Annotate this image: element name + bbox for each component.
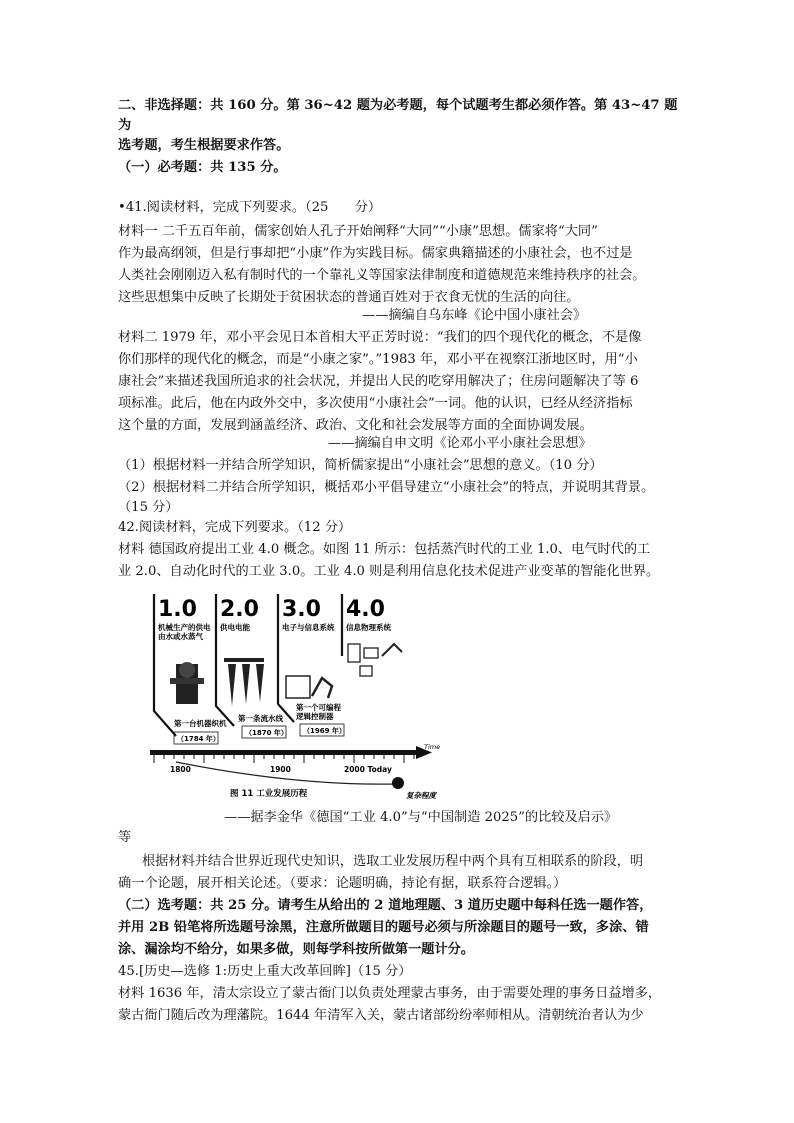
section-heading-cont: 为 [118, 118, 132, 133]
stage-2-desc: 供电电能 [220, 623, 250, 632]
elective-heading-cont: 涂、漏涂均不给分，如果多做，则每学科按所做第一题计分。 [118, 942, 475, 957]
time-axis-label: Time [424, 743, 441, 751]
stage-3-event-cont: 逻辑控制器 [296, 712, 334, 721]
assembly-line-illustration [224, 658, 264, 706]
q41-stem: •41.阅读材料，完成下列要求。（25 分） [118, 200, 382, 215]
stage-1-event: 第一台机器织机 [174, 719, 227, 728]
q42-task: 根据材料并结合世界近现代史知识，选取工业发展历程中两个具有互相联系的阶段，明 [142, 854, 644, 869]
complexity-label: 复杂程度 [406, 791, 436, 800]
stage-1-desc-cont: 由水或水蒸气 [158, 632, 203, 641]
q42-material-cont: 业 2.0、自动化时代的工业 3.0。工业 4.0 则是利用信息化技术促进产业变革的智能化世界。 [118, 564, 660, 579]
q45-material-cont: 蒙古衙门随后改为理藩院。1644 年清军入关，蒙古诸部纷纷率师相从。清朝统治者认为少 [118, 1008, 644, 1023]
figure-caption: 图 11 工业发展历程 [230, 789, 308, 799]
complexity-dot [392, 777, 404, 789]
tick-label-1800: 1800 [170, 765, 191, 774]
stage-3-event: 第一个可编程 [296, 703, 341, 712]
q41-m2-line: 康社会”来描述我国所追求的社会状况，并提出人民的吃穿用解决了；住房问题解决了等 6 [118, 374, 639, 389]
q41-sub2: （2）根据材料二并结合所学知识，概括邓小平倡导建立“小康社会”的特点，并说明其背景。 [118, 480, 655, 495]
stage-2-event: 第一条流水线 [238, 714, 283, 723]
stage-4-number: 4.0 [346, 597, 385, 622]
q41-m1-line: 这些思想集中反映了长期处于贫困状态的普通百姓对于衣食无忧的生活的向往。 [118, 290, 580, 305]
section-heading: 二、非选择题：共 160 分。第 36~42 题为必考题，每个试题考生都必须作答。第 43~47 题 [118, 98, 678, 113]
stage-3-desc: 电子与信息系统 [282, 623, 335, 632]
elective-heading-cont: 并用 2B 铅笔将所选题号涂黑，注意所做题目的题号必须与所涂题目的题号一致，多涂、错 [118, 920, 649, 935]
q42-stem: 42.阅读材料，完成下列要求。（12 分） [118, 520, 352, 535]
q41-m2-line: 材料二 1979 年，邓小平会见日本首相大平正芳时说：“我们的四个现代化的概念，不是像 [118, 330, 642, 345]
q42-source-cont: 等 [118, 830, 132, 845]
time-axis [150, 750, 416, 755]
q41-sub1: （1）根据材料一并结合所学知识，简析儒家提出“小康社会”思想的意义。（10 分） [118, 458, 603, 473]
tick-label-2000: 2000 Today [344, 765, 392, 774]
stage-2-year: （1870 年） [245, 729, 288, 737]
q41-m1-line: 材料一 二千五百年前，儒家创始人孔子开始阐释“大同”“小康”思想。儒家将“大同” [118, 224, 598, 239]
loom-illustration [170, 662, 204, 704]
q41-m1-line: 人类社会刚刚迈入私有制时代的一个靠礼义等国家法律制度和道德规范来维持秩序的社会。 [118, 268, 646, 283]
q42-task-cont: 确一个论题，展开相关论述。（要求：论题明确，持论有据，联系符合逻辑。） [118, 876, 567, 891]
cyber-physical-illustration [348, 644, 402, 676]
elective-heading: （二）选考题：共 25 分。请考生从给出的 2 道地理题、3 道历史题中每科任选一题作答， [118, 898, 653, 913]
stage-1-year: （1784 年） [177, 735, 220, 743]
section-heading-cont: 选考题，考生根据要求作答。 [118, 138, 290, 153]
controller-illustration [286, 676, 332, 698]
q41-m2-line: 这个量的方面，发展到涵盖经济、政治、文化和社会发展等方面的全面协调发展。 [118, 418, 593, 433]
q42-source: ——据李金华《德国“工业 4.0”与“中国制造 2025”的比较及启示》 [224, 810, 618, 825]
stage-1-desc: 机械生产的供电 [158, 623, 211, 632]
q41-m1-source: ——摘编自乌东峰《论中国小康社会》 [362, 308, 587, 323]
q45-material: 材料 1636 年，清太宗设立了蒙古衙门以负责处理蒙古事务，由于需要处理的事务日益增多， [118, 986, 662, 1001]
q41-m2-source: ——摘编自申文明《论邓小平小康社会思想》 [328, 436, 592, 451]
q41-m1-line: 作为最高纲领，但是行事却把“小康”作为实践目标。儒家典籍描述的小康社会，也不过是 [118, 246, 633, 261]
required-heading: （一）必考题：共 135 分。 [118, 160, 287, 175]
stage-2-number: 2.0 [220, 597, 259, 622]
q42-material: 材料 德国政府提出工业 4.0 概念。如图 11 所示：包括蒸汽时代的工业 1.0、电气时代的工 [118, 542, 651, 557]
stage-3-year: （1969 年） [303, 727, 346, 735]
q41-m2-line: 你们那样的现代化的概念，而是“小康之家”。”1983 年，邓小平在视察江浙地区时，用“小 [118, 352, 638, 367]
q41-sub2-cont: （15 分） [118, 500, 179, 515]
stage-1-number: 1.0 [158, 597, 197, 622]
industry-history-figure [146, 586, 446, 801]
tick-label-1900: 1900 [270, 765, 291, 774]
industry-timeline-diagram [146, 586, 446, 801]
stage-3-number: 3.0 [282, 597, 321, 622]
stage-4-desc: 信息物理系统 [346, 623, 391, 632]
q45-stem: 45.[历史—选修 1:历史上重大改革回眸]（15 分） [118, 964, 412, 979]
q41-m2-line: 项标准。此后，他在内政外交中，多次使用“小康社会”一词。他的认识，已经从经济指标 [118, 396, 633, 411]
